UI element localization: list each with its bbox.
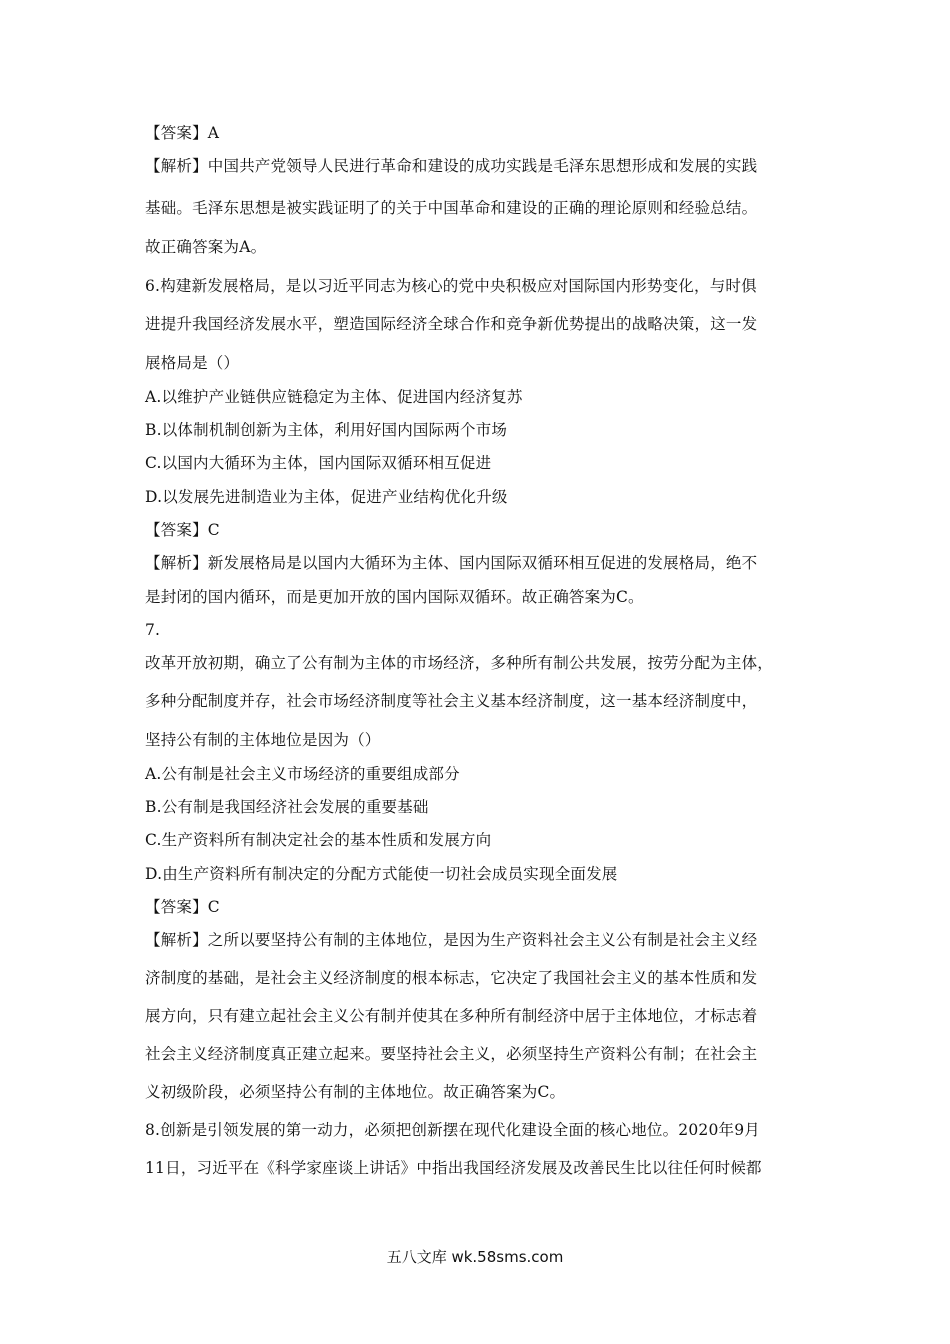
answer-line-q7: 【答案】C [145, 898, 220, 916]
question-7-line-2: 多种分配制度并存，社会市场经济制度等社会主义基本经济制度，这一基本经济制度中， [145, 692, 758, 710]
analysis-line-q7-3: 展方向，只有建立起社会主义公有制并使其在多种所有制经济中居于主体地位，才标志着 [145, 1007, 758, 1025]
question-7-number: 7. [145, 621, 161, 639]
analysis-line-q7-4: 社会主义经济制度真正建立起来。要坚持社会主义，必须坚持生产资料公有制；在社会主 [145, 1045, 758, 1063]
analysis-line-q7-1: 【解析】之所以要坚持公有制的主体地位，是因为生产资料社会主义公有制是社会主义经 [145, 931, 758, 949]
analysis-line-q7-2: 济制度的基础，是社会主义经济制度的根本标志，它决定了我国社会主义的基本性质和发 [145, 969, 758, 987]
question-6-option-c: C.以国内大循环为主体，国内国际双循环相互促进 [145, 454, 492, 472]
analysis-line-q7-5: 义初级阶段，必须坚持公有制的主体地位。故正确答案为C。 [145, 1083, 566, 1101]
question-6-line-3: 展格局是（） [145, 354, 240, 372]
question-8-line-2: 11日，习近平在《科学家座谈上讲话》中指出我国经济发展及改善民生比以往任何时候都 [145, 1159, 762, 1177]
answer-line-q6: 【答案】C [145, 521, 220, 539]
question-6-line-1: 6.构建新发展格局，是以习近平同志为核心的党中央积极应对国际国内形势变化，与时俱 [145, 277, 757, 295]
question-8-line-1: 8.创新是引领发展的第一动力，必须把创新摆在现代化建设全面的核心地位。2020年9月 [145, 1121, 760, 1139]
analysis-line-q5-1: 【解析】中国共产党领导人民进行革命和建设的成功实践是毛泽东思想形成和发展的实践 [145, 157, 758, 175]
analysis-line-q6-2: 是封闭的国内循环，而是更加开放的国内国际双循环。故正确答案为C。 [145, 588, 644, 606]
question-7-option-c: C.生产资料所有制决定社会的基本性质和发展方向 [145, 831, 492, 849]
question-7-option-a: A.公有制是社会主义市场经济的重要组成部分 [145, 765, 460, 783]
question-7-option-b: B.公有制是我国经济社会发展的重要基础 [145, 798, 429, 816]
question-6-option-d: D.以发展先进制造业为主体，促进产业结构优化升级 [145, 488, 508, 506]
analysis-line-q5-3: 故正确答案为A。 [145, 238, 267, 256]
question-6-option-a: A.以维护产业链供应链稳定为主体、促进国内经济复苏 [145, 388, 523, 406]
question-7-line-1: 改革开放初期，确立了公有制为主体的市场经济，多种所有制公共发展，按劳分配为主体， [145, 654, 774, 672]
question-7-line-3: 坚持公有制的主体地位是因为（） [145, 731, 381, 749]
analysis-line-q5-2: 基础。毛泽东思想是被实践证明了的关于中国革命和建设的正确的理论原则和经验总结。 [145, 199, 758, 217]
question-7-option-d: D.由生产资料所有制决定的分配方式能使一切社会成员实现全面发展 [145, 865, 618, 883]
question-6-option-b: B.以体制机制创新为主体，利用好国内国际两个市场 [145, 421, 508, 439]
answer-line-q5: 【答案】A [145, 124, 220, 142]
page-footer: 五八文库 wk.58sms.com [386, 1248, 564, 1266]
question-6-line-2: 进提升我国经济发展水平，塑造国际经济全球合作和竞争新优势提出的战略决策，这一发 [145, 315, 758, 333]
analysis-line-q6-1: 【解析】新发展格局是以国内大循环为主体、国内国际双循环相互促进的发展格局，绝不 [145, 554, 758, 572]
